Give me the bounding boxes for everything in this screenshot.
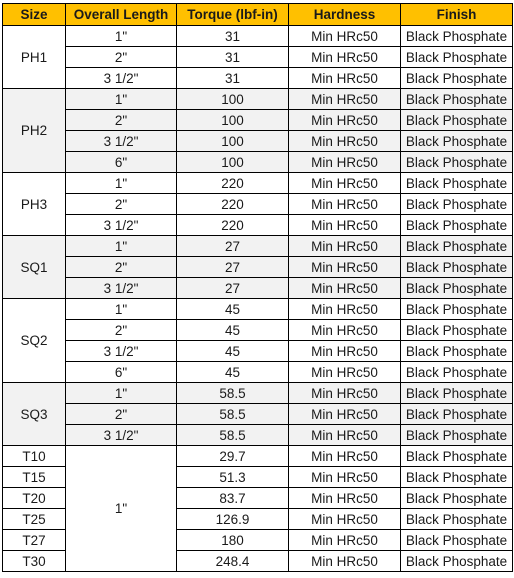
length-cell: 3 1/2" (66, 131, 177, 152)
table-row (3, 446, 513, 467)
finish-cell: Black Phosphate (401, 446, 513, 467)
torque-cell: 100 (177, 89, 289, 110)
length-cell: 1" (66, 299, 177, 320)
hardness-cell: Min HRc50 (289, 299, 401, 320)
finish-cell: Black Phosphate (401, 404, 513, 425)
table-row (3, 110, 513, 131)
size-cell: PH3 (3, 173, 66, 236)
finish-cell: Black Phosphate (401, 299, 513, 320)
torque-cell: 45 (177, 362, 289, 383)
torque-cell: 220 (177, 194, 289, 215)
header-hardness: Hardness (289, 4, 401, 26)
table-row (3, 215, 513, 236)
finish-cell: Black Phosphate (401, 173, 513, 194)
hardness-cell: Min HRc50 (289, 488, 401, 509)
finish-cell: Black Phosphate (401, 26, 513, 47)
length-cell: 1" (66, 446, 177, 572)
finish-cell: Black Phosphate (401, 236, 513, 257)
torque-cell: 180 (177, 530, 289, 551)
hardness-cell: Min HRc50 (289, 467, 401, 488)
hardness-cell: Min HRc50 (289, 551, 401, 572)
finish-cell: Black Phosphate (401, 194, 513, 215)
hardness-cell: Min HRc50 (289, 89, 401, 110)
header-size: Size (3, 4, 66, 26)
size-cell: SQ2 (3, 299, 66, 383)
table-row (3, 425, 513, 446)
table-row (3, 173, 513, 194)
hardness-cell: Min HRc50 (289, 215, 401, 236)
hardness-cell: Min HRc50 (289, 173, 401, 194)
torque-cell: 58.5 (177, 425, 289, 446)
finish-cell: Black Phosphate (401, 320, 513, 341)
torque-cell: 220 (177, 173, 289, 194)
size-cell: PH2 (3, 89, 66, 173)
size-cell: T15 (3, 467, 66, 488)
length-cell: 1" (66, 173, 177, 194)
finish-cell: Black Phosphate (401, 383, 513, 404)
size-cell: SQ1 (3, 236, 66, 299)
hardness-cell: Min HRc50 (289, 110, 401, 131)
hardness-cell: Min HRc50 (289, 131, 401, 152)
table-row (3, 362, 513, 383)
hardness-cell: Min HRc50 (289, 152, 401, 173)
size-cell: T30 (3, 551, 66, 572)
finish-cell: Black Phosphate (401, 341, 513, 362)
torque-cell: 27 (177, 236, 289, 257)
length-cell: 3 1/2" (66, 278, 177, 299)
hardness-cell: Min HRc50 (289, 383, 401, 404)
torque-cell: 31 (177, 26, 289, 47)
torque-cell: 100 (177, 131, 289, 152)
length-cell: 3 1/2" (66, 425, 177, 446)
hardness-cell: Min HRc50 (289, 194, 401, 215)
hardness-cell: Min HRc50 (289, 425, 401, 446)
finish-cell: Black Phosphate (401, 488, 513, 509)
torque-cell: 58.5 (177, 383, 289, 404)
length-cell: 3 1/2" (66, 341, 177, 362)
table-row (3, 152, 513, 173)
length-cell: 2" (66, 110, 177, 131)
table-row (3, 383, 513, 404)
torque-cell: 27 (177, 257, 289, 278)
torque-cell: 45 (177, 341, 289, 362)
finish-cell: Black Phosphate (401, 89, 513, 110)
length-cell: 3 1/2" (66, 68, 177, 89)
specs-table (2, 3, 513, 572)
table-row (3, 68, 513, 89)
finish-cell: Black Phosphate (401, 551, 513, 572)
hardness-cell: Min HRc50 (289, 47, 401, 68)
length-cell: 6" (66, 362, 177, 383)
hardness-cell: Min HRc50 (289, 341, 401, 362)
finish-cell: Black Phosphate (401, 257, 513, 278)
torque-cell: 27 (177, 278, 289, 299)
hardness-cell: Min HRc50 (289, 236, 401, 257)
finish-cell: Black Phosphate (401, 530, 513, 551)
table-row (3, 320, 513, 341)
length-cell: 1" (66, 26, 177, 47)
torque-cell: 51.3 (177, 467, 289, 488)
length-cell: 1" (66, 236, 177, 257)
table-row (3, 236, 513, 257)
hardness-cell: Min HRc50 (289, 257, 401, 278)
length-cell: 2" (66, 194, 177, 215)
table-row (3, 194, 513, 215)
size-cell: T25 (3, 509, 66, 530)
size-cell: SQ3 (3, 383, 66, 446)
hardness-cell: Min HRc50 (289, 68, 401, 89)
hardness-cell: Min HRc50 (289, 530, 401, 551)
length-cell: 2" (66, 257, 177, 278)
table-row (3, 47, 513, 68)
torque-cell: 45 (177, 320, 289, 341)
finish-cell: Black Phosphate (401, 215, 513, 236)
finish-cell: Black Phosphate (401, 131, 513, 152)
torque-cell: 100 (177, 110, 289, 131)
torque-cell: 248.4 (177, 551, 289, 572)
hardness-cell: Min HRc50 (289, 446, 401, 467)
table-row (3, 89, 513, 110)
finish-cell: Black Phosphate (401, 509, 513, 530)
finish-cell: Black Phosphate (401, 362, 513, 383)
finish-cell: Black Phosphate (401, 152, 513, 173)
table-row (3, 26, 513, 47)
torque-cell: 45 (177, 299, 289, 320)
torque-cell: 29.7 (177, 446, 289, 467)
size-cell: PH1 (3, 26, 66, 89)
table-row (3, 131, 513, 152)
table-row (3, 278, 513, 299)
header-torque: Torque (lbf-in) (177, 4, 289, 26)
finish-cell: Black Phosphate (401, 47, 513, 68)
header-overall-length: Overall Length (66, 4, 177, 26)
table-row (3, 341, 513, 362)
torque-cell: 83.7 (177, 488, 289, 509)
header-finish: Finish (401, 4, 513, 26)
size-cell: T10 (3, 446, 66, 467)
torque-cell: 126.9 (177, 509, 289, 530)
size-cell: T20 (3, 488, 66, 509)
torque-cell: 220 (177, 215, 289, 236)
length-cell: 2" (66, 320, 177, 341)
length-cell: 2" (66, 47, 177, 68)
header-row (3, 4, 513, 26)
finish-cell: Black Phosphate (401, 68, 513, 89)
size-cell: T27 (3, 530, 66, 551)
torque-cell: 58.5 (177, 404, 289, 425)
table-row (3, 257, 513, 278)
length-cell: 1" (66, 383, 177, 404)
finish-cell: Black Phosphate (401, 425, 513, 446)
torque-cell: 31 (177, 47, 289, 68)
hardness-cell: Min HRc50 (289, 26, 401, 47)
table-row (3, 404, 513, 425)
hardness-cell: Min HRc50 (289, 320, 401, 341)
torque-cell: 31 (177, 68, 289, 89)
table-row (3, 299, 513, 320)
hardness-cell: Min HRc50 (289, 278, 401, 299)
hardness-cell: Min HRc50 (289, 404, 401, 425)
torque-cell: 100 (177, 152, 289, 173)
hardness-cell: Min HRc50 (289, 362, 401, 383)
length-cell: 2" (66, 404, 177, 425)
hardness-cell: Min HRc50 (289, 509, 401, 530)
finish-cell: Black Phosphate (401, 278, 513, 299)
length-cell: 3 1/2" (66, 215, 177, 236)
finish-cell: Black Phosphate (401, 467, 513, 488)
length-cell: 6" (66, 152, 177, 173)
length-cell: 1" (66, 89, 177, 110)
finish-cell: Black Phosphate (401, 110, 513, 131)
table-body (3, 26, 513, 572)
